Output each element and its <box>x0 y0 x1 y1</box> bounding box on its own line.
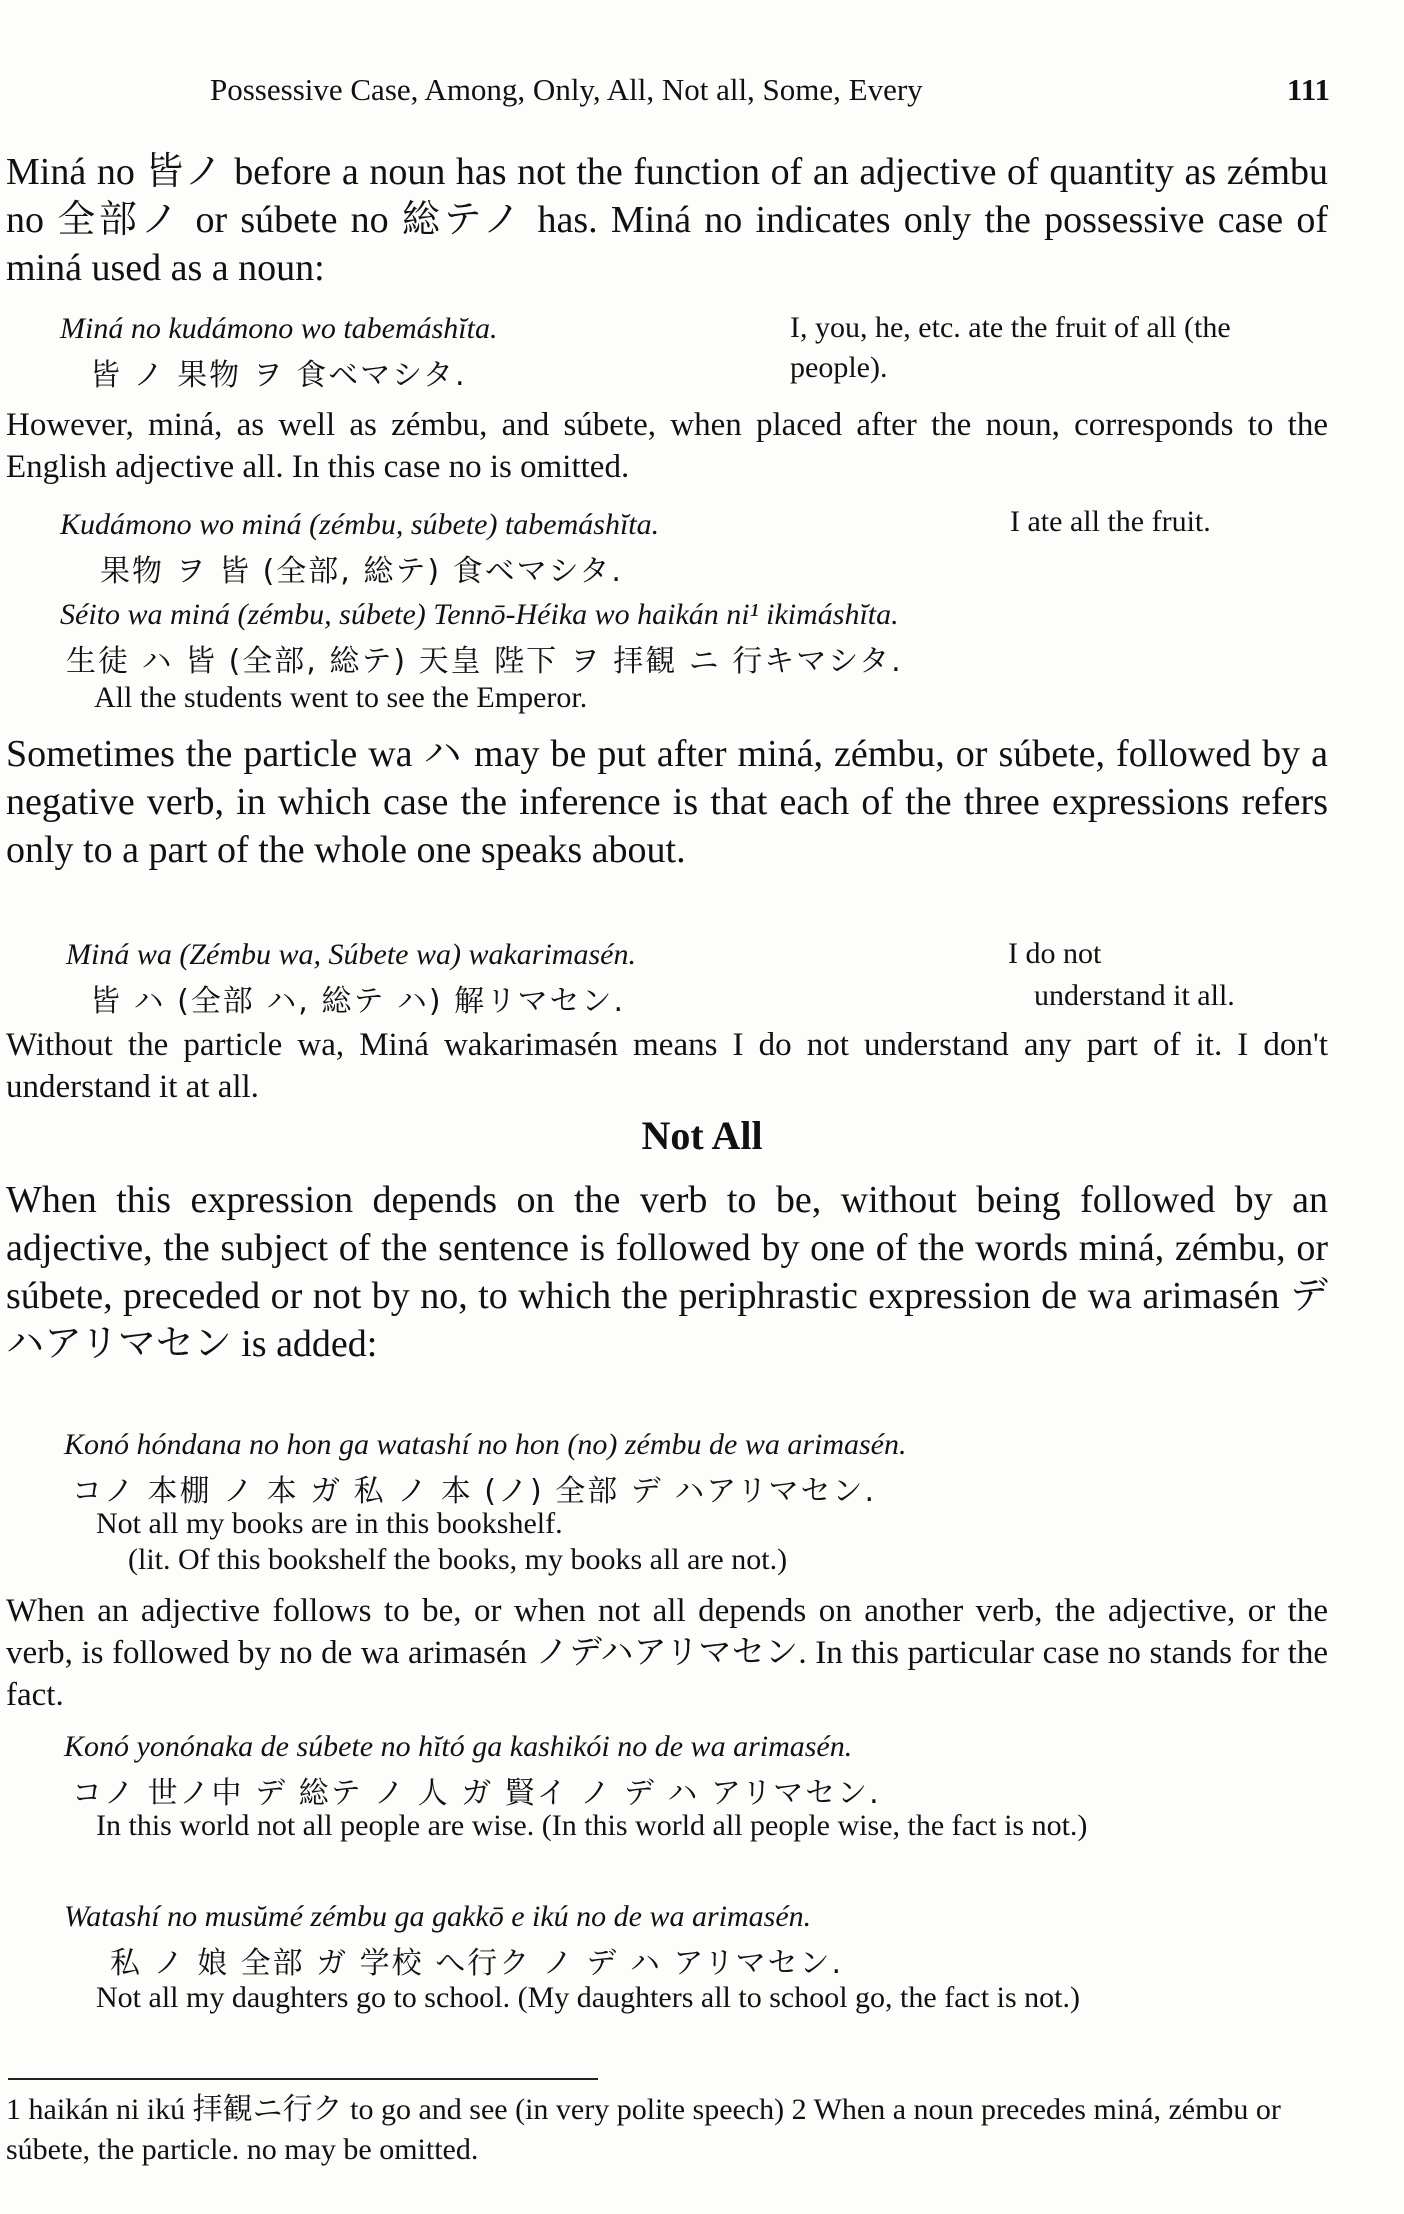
paragraph-adjective-follows: When an adjective follows to be, or when not all depends on another verb, the adjective, or the verb, is followed by no de wa arimasén ノデハアリマセン. In this particular case no stands for the fact. <box>6 1593 1328 1713</box>
example-5-translation: Not all my books are in this bookshelf. <box>96 1507 563 1540</box>
example-6-translation: In this world not all people are wise. (In this world all people wise, the fact is not.) <box>96 1809 1088 1842</box>
paragraph-without-particle: Without the particle wa, Miná wakarimasén means I do not understand any part of it. I don't understand it at all. <box>6 1027 1328 1105</box>
example-5-romaji: Konó hóndana no hon ga watashí no hon (no) zémbu de wa arimasén. <box>64 1428 907 1461</box>
example-2-japanese: 果物 ヲ 皆 (全部, 総テ) 食ベマシタ. <box>100 554 623 589</box>
example-7-romaji: Watashí no musŭmé zémbu ga gakkō e ikú no de wa arimasén. <box>64 1900 812 1933</box>
paragraph-sometimes: Sometimes the particle wa ハ may be put after miná, zémbu, or súbete, followed by a negative verb, in which case the inference is that each of the three expressions refers only to a part of the whole one speaks about. <box>6 733 1328 871</box>
example-1-translation: I, you, he, etc. ate the fruit of all (the people). <box>790 311 1231 384</box>
running-title: Possessive Case, Among, Only, All, Not all, Some, Every <box>210 72 923 107</box>
example-6-romaji: Konó yonónaka de súbete no hĭtó ga kashikói no de wa arimasén. <box>64 1730 853 1763</box>
running-header <box>210 72 1330 108</box>
example-3-romaji: Séito wa miná (zémbu, súbete) Tennō-Héika wo haikán ni¹ ikimáshĭta. <box>60 598 899 631</box>
page-number: 111 <box>1286 72 1330 107</box>
footnote-divider <box>8 2078 598 2080</box>
example-5-literal: (lit. Of this bookshelf the books, my books all are not.) <box>128 1543 788 1576</box>
example-4-japanese: 皆 ハ (全部 ハ, 総テ ハ) 解リマセン. <box>90 984 626 1019</box>
example-3-japanese: 生徒 ハ 皆 (全部, 総テ) 天皇 陛下 ヲ 拝観 ニ 行キマシタ. <box>66 644 903 679</box>
paragraph-however: However, miná, as well as zémbu, and súbete, when placed after the noun, corresponds to the English adjective all. In this case no is omitted. <box>6 407 1328 485</box>
example-7-japanese: 私 ノ 娘 全部 ガ 学校 へ行ク ノ デ ハ アリマセン. <box>110 1946 844 1981</box>
example-6-japanese: コノ 世ノ中 デ 総テ ノ 人 ガ 賢イ ノ デ ハ アリマセン. <box>72 1776 881 1811</box>
example-3-translation: All the students went to see the Emperor. <box>94 681 588 714</box>
example-7-translation: Not all my daughters go to school. (My daughters all to school go, the fact is not.) <box>96 1981 1080 2014</box>
example-5-japanese: コノ 本棚 ノ 本 ガ 私 ノ 本 (ノ) 全部 デ ハアリマセン. <box>72 1474 877 1509</box>
paragraph-not-all: When this expression depends on the verb to be, without being followed by an adjective, the subject of the sentence is followed by one of the words miná, zémbu, or súbete, preceded or not by no, to which the periphrastic expression de wa arimasén デハアリマセン is added: <box>6 1179 1328 1365</box>
example-1-romaji: Miná no kudámono wo tabemáshĭta. <box>60 312 498 345</box>
paragraph-mina-no: Miná no 皆ノ before a noun has not the function of an adjective of quantity as zémbu no 全部ノ or súbete no 総テノ has. Miná no indicates only the possessive case of miná used as a noun: <box>6 151 1328 289</box>
example-4-translation-line-1: I do not <box>1008 937 1102 970</box>
example-2-romaji: Kudámono wo miná (zémbu, súbete) tabemáshĭta. <box>60 508 660 541</box>
footnotes: 1 haikán ni ikú 拝観ニ行ク to go and see (in very polite speech) 2 When a noun precedes miná, zémbu or súbete, the particle. no may be omitted. <box>6 2093 1281 2166</box>
example-2-translation: I ate all the fruit. <box>1010 505 1211 538</box>
example-1-japanese: 皆 ノ 果物 ヲ 食ベマシタ. <box>90 358 467 393</box>
example-4-translation-line-2: understand it all. <box>1034 979 1235 1012</box>
example-4-romaji: Miná wa (Zémbu wa, Súbete wa) wakarimasén. <box>66 938 636 971</box>
section-heading-not-all: Not All <box>641 1113 763 1158</box>
